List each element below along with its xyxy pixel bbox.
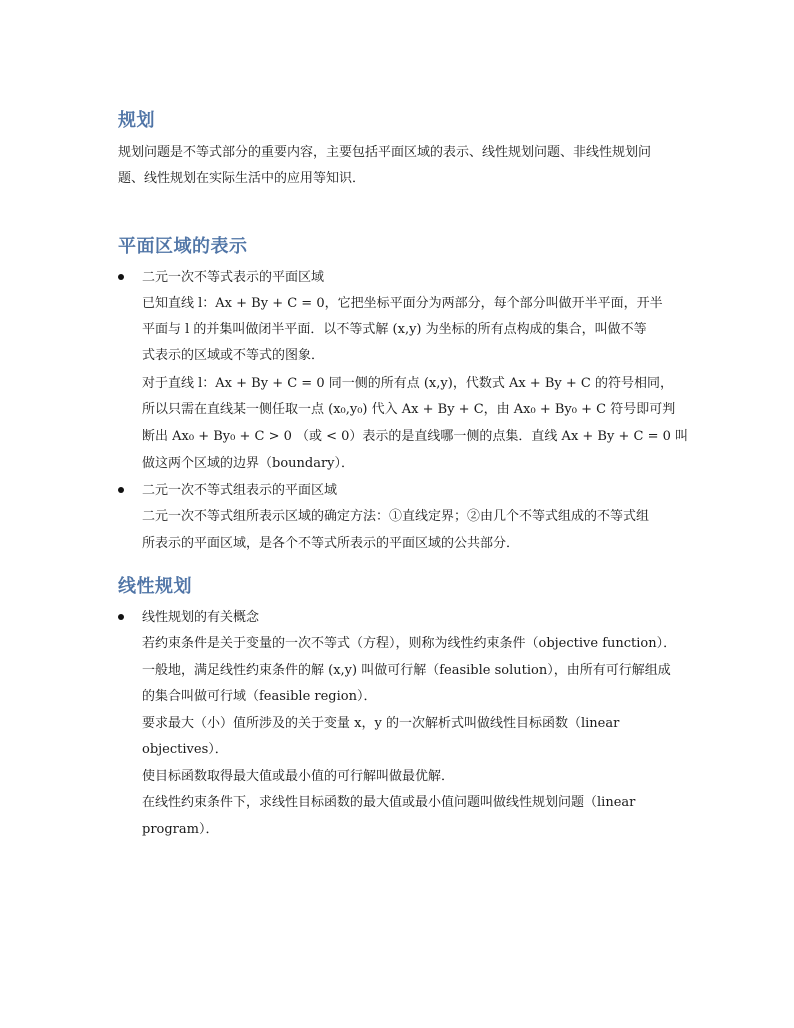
section-title-planning: 规划 (118, 110, 155, 131)
lp-line-1: 若约束条件是关于变量的一次不等式（方程），则称为线性约束条件（objective function）． (142, 636, 677, 651)
item-title-lp-concepts: 线性规划的有关概念 (142, 610, 260, 625)
lp-line-8: program）． (142, 822, 219, 837)
region-2-line-1: 二元一次不等式组所表示区域的确定方法：①直线定界；②由几个不等式组成的不等式组 (142, 509, 650, 524)
lp-line-4: 要求最大（小）值所涉及的关于变量 x，y 的一次解析式叫做线性目标函数（linear (142, 716, 620, 731)
region-1-line-3: 式表示的区域或不等式的图象． (142, 348, 325, 363)
intro-line-1: 规划问题是不等式部分的重要内容，主要包括平面区域的表示、线性规划问题、非线性规划问 (118, 145, 652, 160)
region-1-line-5: 所以只需在直线某一侧任取一点 (x₀,y₀) 代入 Ax + By + C，由 Ax₀ + By₀ + C 符号即可判 (142, 402, 676, 417)
region-1-line-4: 对于直线 l：Ax + By + C = 0 同一侧的所有点 (x,y)，代数式 Ax + By + C 的符号相同， (142, 376, 673, 391)
bullet-dot (118, 487, 124, 493)
region-1-line-2: 平面与 l 的并集叫做闭半平面．以不等式解 (x,y) 为坐标的所有点构成的集合，叫做不等 (142, 322, 647, 337)
bullet-dot (118, 614, 124, 620)
region-1-line-1: 已知直线 l：Ax + By + C = 0，它把坐标平面分为两部分，每个部分叫做开半平面，开半 (142, 296, 663, 311)
region-2-line-2: 所表示的平面区域，是各个不等式所表示的平面区域的公共部分． (142, 536, 520, 551)
item-title-region-2: 二元一次不等式组表示的平面区域 (142, 483, 338, 498)
lp-line-6: 使目标函数取得最大值或最小值的可行解叫做最优解． (142, 769, 455, 784)
region-1-line-6: 断出 Ax₀ + By₀ + C > 0 （或 < 0）表示的是直线哪一侧的点集．直线 Ax + By + C = 0 叫 (142, 429, 688, 444)
lp-line-5: objectives）． (142, 742, 228, 757)
intro-line-2: 题、线性规划在实际生活中的应用等知识． (118, 171, 366, 186)
bullet-dot (118, 274, 124, 280)
item-title-region-1: 二元一次不等式表示的平面区域 (142, 270, 325, 285)
lp-line-3: 的集合叫做可行域（feasible region）． (142, 689, 377, 704)
region-1-line-7: 做这两个区域的边界（boundary）． (142, 456, 355, 471)
lp-line-2: 一般地，满足线性约束条件的解 (x,y) 叫做可行解（feasible solution），由所有可行解组成 (142, 663, 671, 678)
lp-line-7: 在线性约束条件下，求线性目标函数的最大值或最小值问题叫做线性规划问题（linear (142, 795, 636, 810)
section-title-linear-programming: 线性规划 (118, 576, 192, 597)
section-title-region: 平面区域的表示 (118, 236, 248, 257)
